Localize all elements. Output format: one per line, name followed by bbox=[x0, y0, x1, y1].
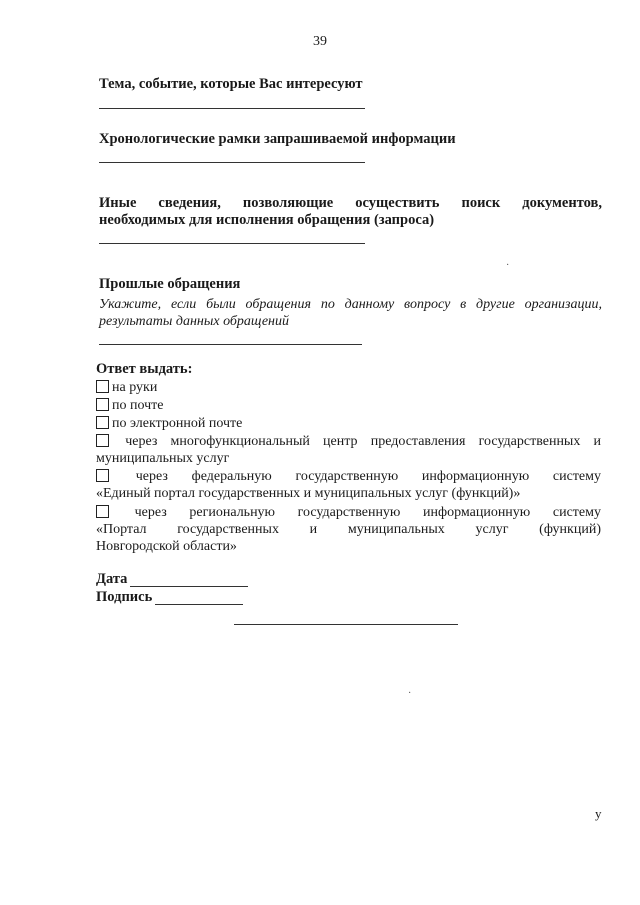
signature-decode-line bbox=[234, 624, 458, 625]
checkbox[interactable] bbox=[96, 434, 109, 447]
option-label: через региональную государственную информационную систему bbox=[134, 505, 601, 520]
delivery-option-in-person[interactable] bbox=[96, 379, 601, 396]
topic-heading: Тема, событие, которые Вас интересуют bbox=[99, 76, 363, 92]
signature-label: Подпись bbox=[96, 589, 153, 605]
option-label: через многофункциональный центр предоставления государственных и bbox=[125, 434, 602, 449]
option-label: на руки bbox=[112, 380, 158, 395]
option-line3: Новгородской области» bbox=[96, 539, 237, 554]
option-line1 bbox=[96, 433, 601, 450]
delivery-heading: Ответ выдать: bbox=[96, 361, 193, 377]
other-info-heading-line2: необходимых для исполнения обращения (запроса) bbox=[99, 212, 435, 228]
topic-answer-line bbox=[99, 108, 365, 109]
delivery-option-mfc[interactable] bbox=[96, 433, 601, 467]
checkbox[interactable] bbox=[96, 398, 109, 411]
past-requests-heading: Прошлые обращения bbox=[99, 276, 241, 292]
date-label: Дата bbox=[96, 571, 128, 587]
option-line2: «Единый портал государственных и муниципальных услуг (функций)» bbox=[96, 486, 521, 501]
option-line2: «Портал государственных и муниципальных услуг (функций) bbox=[96, 522, 601, 537]
delivery-option-post[interactable] bbox=[96, 397, 601, 414]
option-label: через федеральную государственную информационную систему bbox=[135, 469, 602, 484]
signature-field-line[interactable] bbox=[155, 604, 243, 605]
option-line1 bbox=[96, 504, 601, 521]
corner-mark: у bbox=[595, 806, 602, 821]
timeframe-heading: Хронологические рамки запрашиваемой информации bbox=[99, 131, 456, 147]
timeframe-answer-line bbox=[99, 162, 365, 163]
past-requests-hint-line2: результаты данных обращений bbox=[99, 314, 289, 329]
checkbox[interactable] bbox=[96, 505, 109, 518]
other-info-answer-line bbox=[99, 243, 365, 244]
checkbox[interactable] bbox=[96, 380, 109, 393]
scan-speck: · bbox=[506, 260, 510, 271]
delivery-option-regional-portal[interactable] bbox=[96, 504, 601, 555]
option-line1 bbox=[96, 468, 601, 485]
page-number: 39 bbox=[313, 34, 327, 49]
checkbox[interactable] bbox=[96, 469, 109, 482]
delivery-option-federal-portal[interactable] bbox=[96, 468, 601, 502]
option-line2: муниципальных услуг bbox=[96, 451, 230, 466]
checkbox[interactable] bbox=[96, 416, 109, 429]
delivery-option-email[interactable] bbox=[96, 415, 601, 432]
past-requests-answer-line bbox=[99, 344, 362, 345]
date-field-line[interactable] bbox=[130, 586, 248, 587]
option-label: по почте bbox=[112, 398, 164, 413]
other-info-heading-line1: Иные сведения, позволяющие осуществить поиск документов, bbox=[99, 195, 602, 211]
option-label: по электронной почте bbox=[112, 416, 243, 431]
scan-speck: · bbox=[408, 688, 412, 699]
past-requests-hint-line1: Укажите, если были обращения по данному вопросу в другие организации, bbox=[99, 297, 602, 312]
